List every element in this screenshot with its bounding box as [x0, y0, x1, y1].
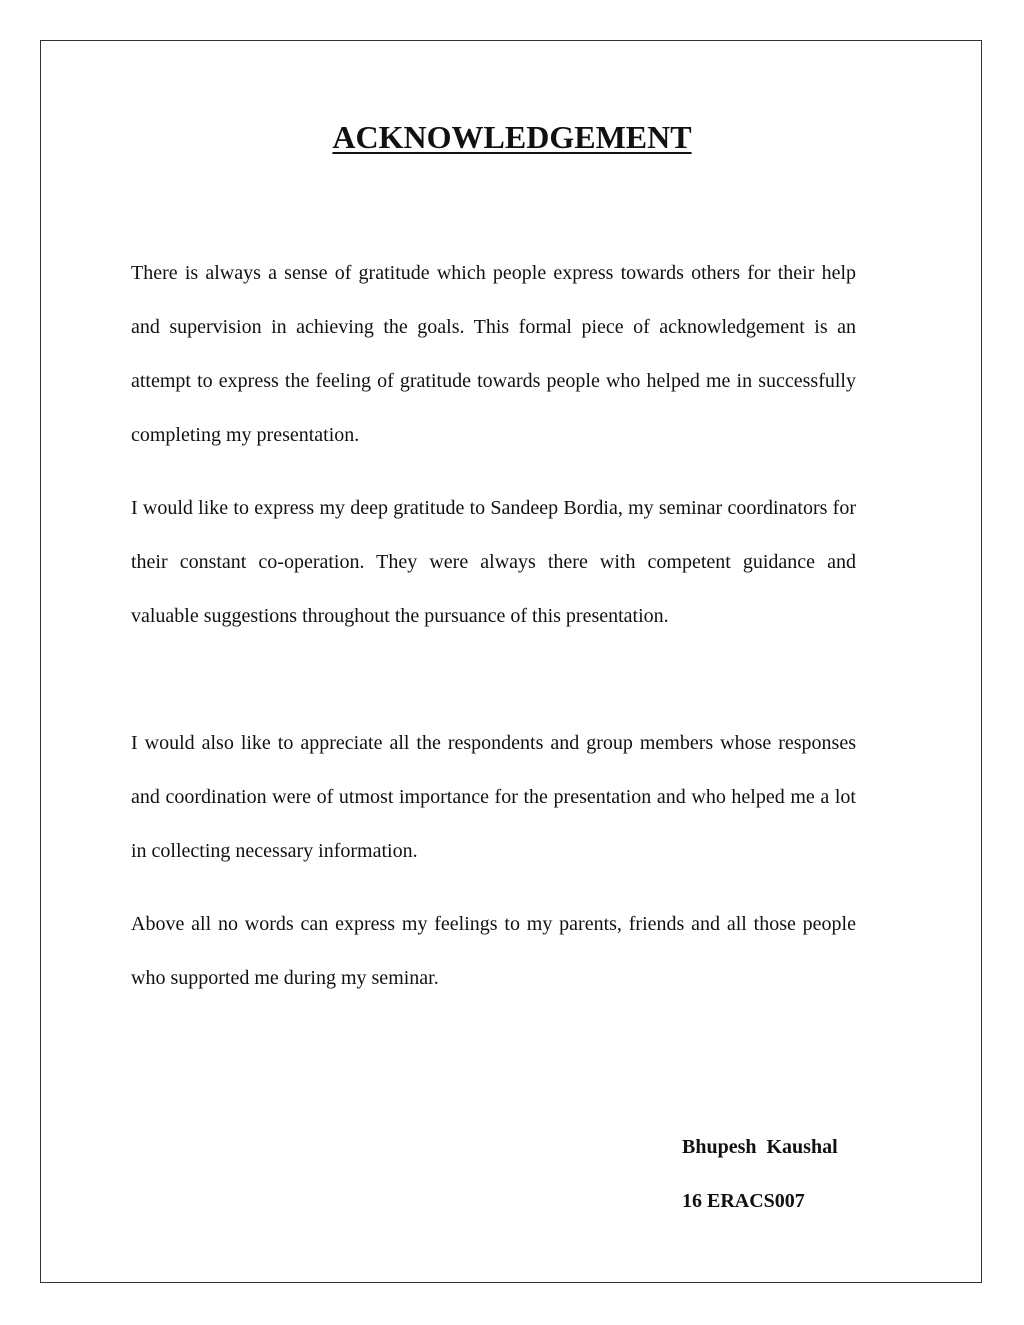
- document-title: ACKNOWLEDGEMENT: [332, 119, 692, 155]
- paragraph-gratitude-intro: There is always a sense of gratitude which people express towards others for their help and supervision in achieving the goals. This formal piece of acknowledgement is an attempt to express the feeling of gratitude towards people who helped me in successfully completing my presentation.: [131, 262, 856, 446]
- page-border: [40, 40, 982, 1283]
- paragraph-respondents-thanks: I would also like to appreciate all the respondents and group members whose responses and coordination were of utmost importance for the presentation and who helped me a lot in collecting necessary information.: [131, 732, 856, 862]
- paragraph-family-thanks: Above all no words can express my feelings to my parents, friends and all those people who supported me during my seminar.: [131, 913, 856, 989]
- signature-name: Bhupesh Kaushal: [682, 1136, 838, 1158]
- paragraph-coordinator-thanks: I would like to express my deep gratitude to Sandeep Bordia, my seminar coordinators for their constant co-operation. They were always there with competent guidance and valuable suggestions throughout the pursuance of this presentation.: [131, 497, 856, 627]
- signature-id: 16 ERACS007: [682, 1190, 805, 1212]
